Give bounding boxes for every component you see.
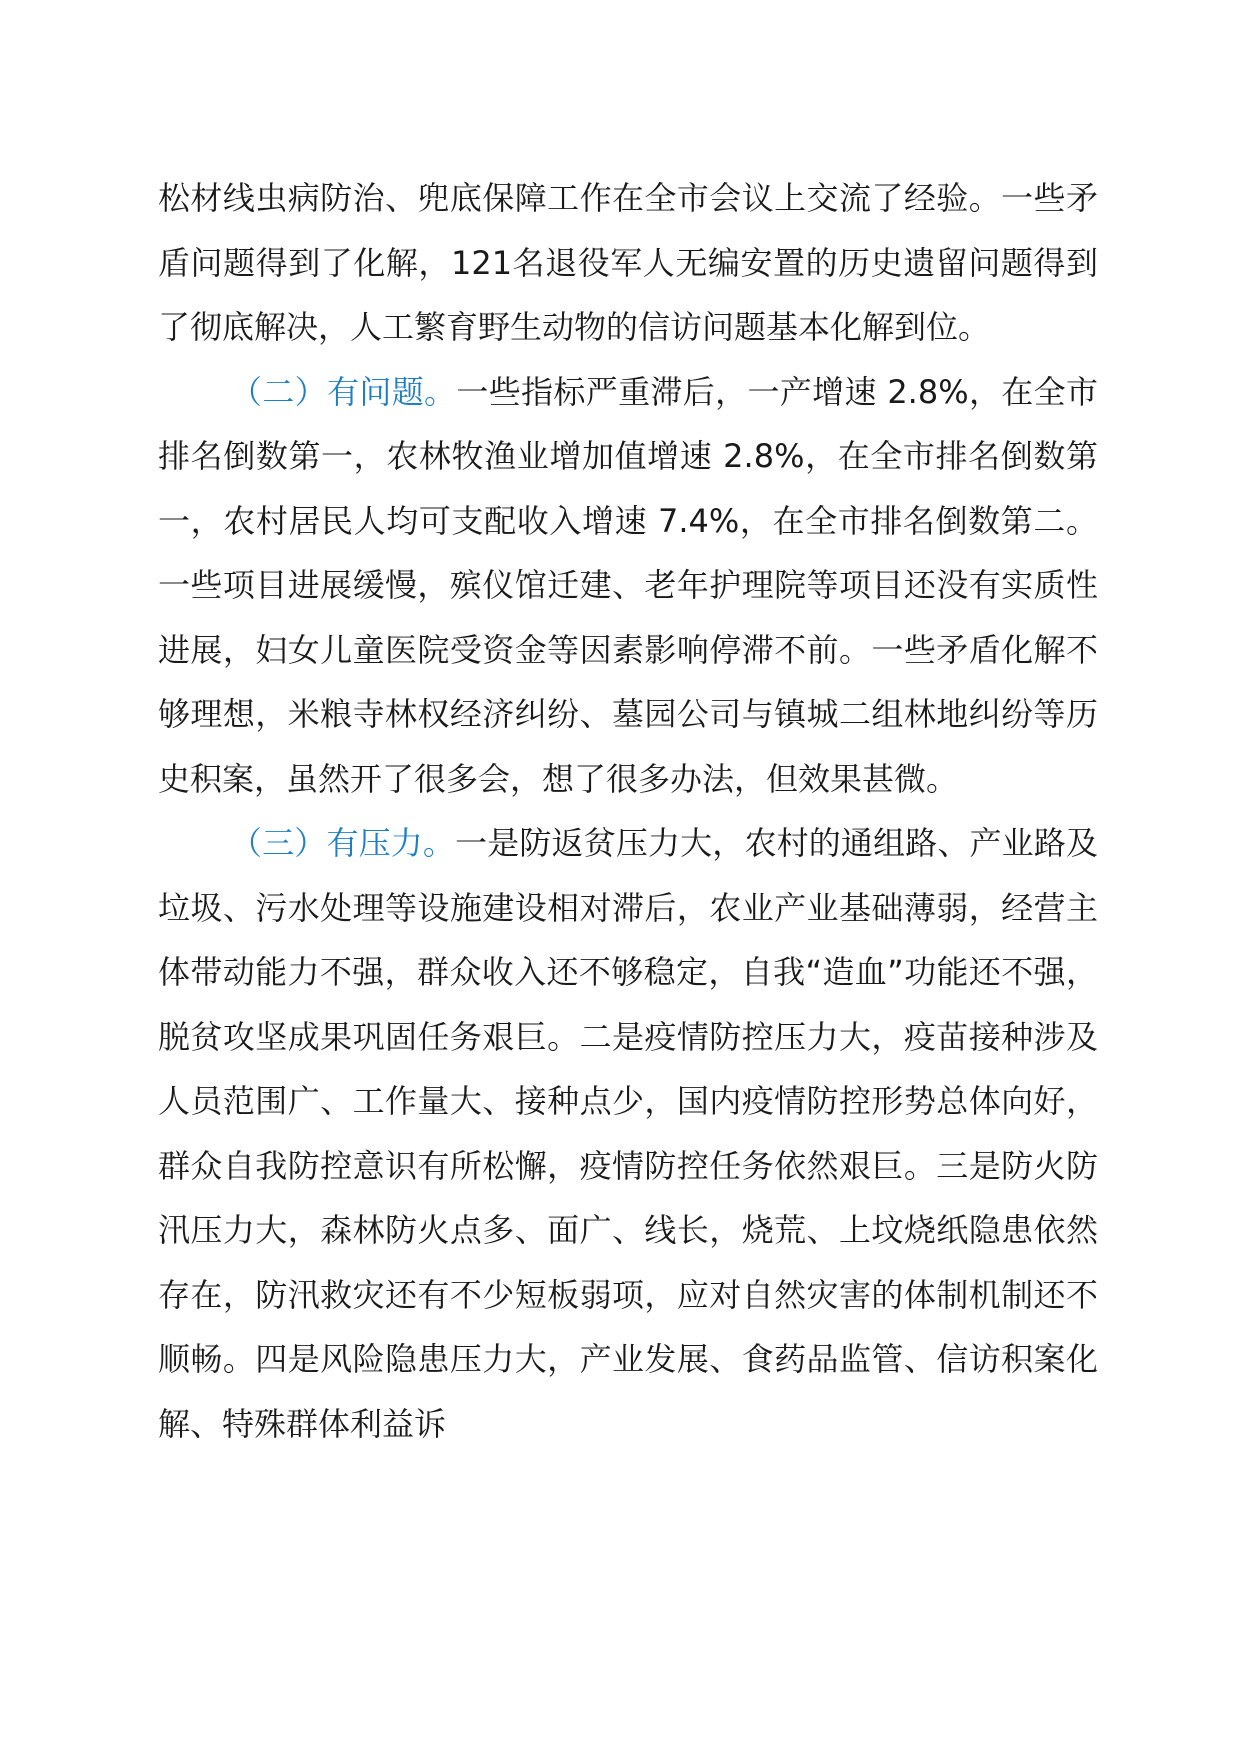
document-body bbox=[158, 166, 1098, 1456]
paragraph-problems bbox=[158, 360, 1098, 812]
paragraph-pressure bbox=[158, 811, 1098, 1456]
section-heading-pressure: （三）有压力。 bbox=[230, 824, 456, 862]
paragraph-text: 一是防返贫压力大，农村的通组路、产业路及垃圾、污水处理等设施建设相对滞后，农业产业基础薄弱，经营主体带动能力不强，群众收入还不够稳定，自我“造血”功能还不强，脱贫攻坚成果巩固任务艰巨。二是疫情防控压力大，疫苗接种涉及人员范围广、工作量大、接种点少，国内疫情防控形势总体向好，群众自我防控意识有所松懈，疫情防控任务依然艰巨。三是防火防汛压力大，森林防火点多、面广、线长，烧荒、上坟烧纸隐患依然存在，防汛救灾还有不少短板弱项，应对自然灾害的体制机制还不顺畅。四是风险隐患压力大，产业发展、食药品监管、信访积案化解、特殊群体利益诉 bbox=[158, 824, 1098, 1443]
paragraph-text: 一些指标严重滞后，一产增速 2.8%，在全市排名倒数第一，农林牧渔业增加值增速 2.8%，在全市排名倒数第一，农村居民人均可支配收入增速 7.4%，在全市排名倒数第二。一些项目进展缓慢，殡仪馆迁建、老年护理院等项目还没有实质性进展，妇女儿童医院受资金等因素影响停滞不前。一些矛盾化解不够理想，米粮寺林权经济纠纷、墓园公司与镇城二组林地纠纷等历史积案，虽然开了很多会，想了很多办法，但效果甚微。 bbox=[158, 372, 1098, 798]
paragraph-continuation bbox=[158, 166, 1098, 360]
paragraph-text: 松材线虫病防治、兜底保障工作在全市会议上交流了经验。一些矛盾问题得到了化解，121名退役军人无编安置的历史遗留问题得到了彻底解决，人工繁育野生动物的信访问题基本化解到位。 bbox=[158, 179, 1098, 346]
section-heading-problems: （二）有问题。 bbox=[230, 372, 457, 411]
